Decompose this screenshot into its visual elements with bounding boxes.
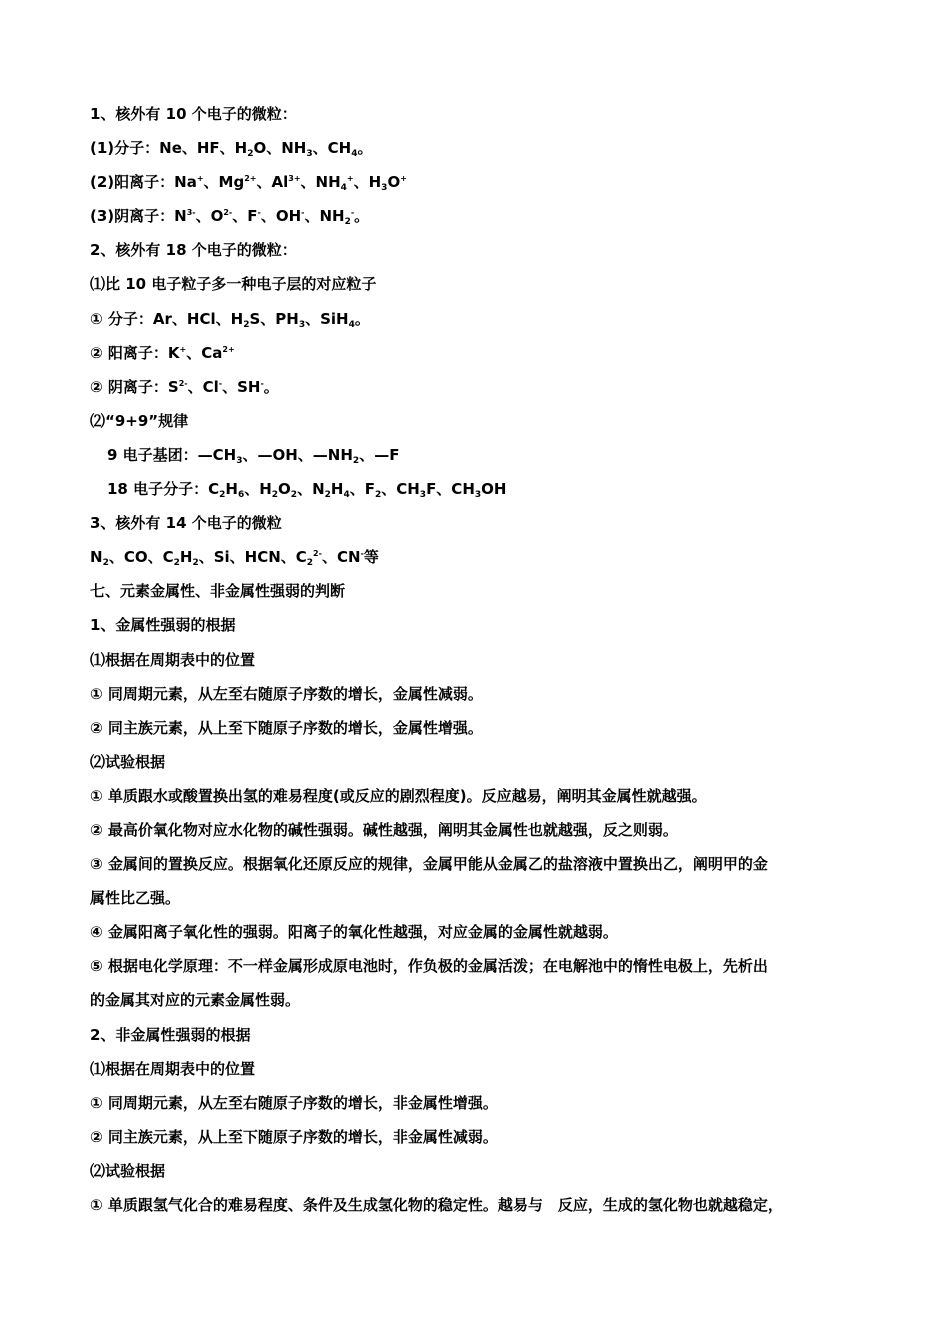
- text-line: [90, 1120, 880, 1154]
- text-line: [90, 847, 880, 881]
- text-line: [90, 199, 880, 233]
- text-segment: ① 同周期元素，从左至右随原子序数的增长，金属性减弱。: [90, 684, 483, 703]
- text-line: [90, 233, 880, 267]
- text-segment: ① 单质跟水或酸置换出氢的难易程度(或反应的剧烈程度)。反应越易，阐明其金属性就越强。: [90, 786, 707, 805]
- text-segment: 、N: [297, 480, 325, 499]
- text-segment: ① 分子：Ar、HCl、H: [90, 309, 244, 328]
- text-line: [90, 1188, 880, 1222]
- text-segment: 2、核外有 18 个电子的微粒：: [90, 241, 297, 260]
- text-line: [90, 267, 880, 301]
- text-segment: 18 电子分子：C: [107, 480, 220, 499]
- text-segment: 、CH: [312, 139, 352, 158]
- text-segment: 2、非金属性强弱的根据: [90, 1025, 251, 1044]
- text-segment: 。: [354, 207, 370, 226]
- text-segment: ③ 金属间的置换反应。根据氧化还原反应的规律，金属甲能从金属乙的盐溶液中置换出乙，阐明甲的金: [90, 855, 768, 874]
- text-segment: 的金属其对应的元素金属性弱。: [90, 991, 301, 1010]
- text-line: [90, 302, 880, 336]
- text-segment: 、H: [353, 173, 382, 192]
- subscript-text: 2: [219, 490, 226, 501]
- superscript-text: -: [360, 549, 364, 559]
- text-line: [90, 745, 880, 779]
- text-segment: 9 电子基团：—CH: [107, 445, 237, 464]
- text-line: [90, 404, 880, 438]
- text-segment: ② 最高价氧化物对应水化物的碱性强弱。碱性越强，阐明其金属性也就越强，反之则弱。: [90, 820, 678, 839]
- subscript-text: 4: [348, 319, 355, 330]
- subscript-text: 2: [374, 490, 382, 501]
- text-segment: ⑵试验根据: [90, 752, 166, 771]
- text-line: [90, 336, 880, 370]
- subscript-text: 4: [351, 149, 358, 160]
- text-segment: 七、元素金属性、非金属性强弱的判断: [90, 582, 346, 601]
- text-line: [90, 1052, 880, 1086]
- text-segment: 。: [263, 377, 279, 396]
- superscript-text: -: [301, 208, 305, 218]
- text-segment: 、CN: [321, 548, 361, 567]
- text-segment: 、O: [195, 207, 224, 226]
- text-segment: 、H: [244, 480, 272, 499]
- text-line: [90, 711, 880, 745]
- subscript-text: 3: [236, 455, 243, 466]
- superscript-text: 2-: [313, 549, 322, 559]
- text-segment: ⑴根据在周期表中的位置: [90, 1059, 256, 1078]
- text-line: [90, 983, 880, 1017]
- text-segment: 、F: [232, 207, 258, 226]
- subscript-text: 2: [247, 149, 254, 160]
- text-segment: 、NH: [304, 207, 345, 226]
- superscript-text: 3+: [288, 174, 301, 184]
- text-segment: 1、核外有 10 个电子的微粒：: [90, 105, 297, 123]
- text-segment: 、Cl: [187, 377, 219, 396]
- text-line: [90, 506, 880, 540]
- text-line: [90, 472, 880, 506]
- text-segment: F、CH: [426, 480, 475, 499]
- text-segment: ② 阳离子：K: [90, 343, 180, 362]
- superscript-text: 2-: [178, 378, 188, 388]
- text-segment: 、CO、C: [108, 548, 174, 567]
- subscript-text: 2: [306, 558, 314, 569]
- superscript-text: 2+: [222, 344, 235, 354]
- text-segment: 、Ca: [186, 343, 223, 362]
- text-line: [90, 1086, 880, 1120]
- superscript-text: +: [346, 174, 354, 184]
- text-segment: 1、金属性强弱的根据: [90, 616, 236, 635]
- superscript-text: +: [179, 344, 187, 354]
- text-line: [90, 643, 880, 677]
- subscript-text: 3: [298, 319, 306, 330]
- text-segment: S、PH: [249, 309, 299, 328]
- text-segment: OH: [481, 480, 507, 499]
- text-segment: 等: [363, 548, 379, 567]
- text-segment: H: [330, 480, 344, 499]
- text-line: [90, 779, 880, 813]
- subscript-text: 2: [243, 319, 250, 330]
- text-segment: (1)分子：Ne、HF、H: [90, 139, 248, 158]
- text-line: [90, 540, 880, 574]
- superscript-text: -: [257, 208, 261, 218]
- superscript-text: 2+: [244, 174, 257, 184]
- subscript-text: 2: [352, 455, 360, 466]
- text-segment: ⑵试验根据: [90, 1161, 166, 1180]
- text-segment: 、CH: [381, 480, 420, 499]
- superscript-text: +: [400, 174, 407, 184]
- text-segment: ⑴比 10 电子粒子多一种电子层的对应粒子: [90, 275, 377, 294]
- text-line: [90, 949, 880, 983]
- subscript-text: 2: [290, 490, 298, 501]
- text-segment: H: [179, 548, 193, 567]
- text-line: [90, 165, 880, 199]
- text-segment: (2)阳离子：Na: [90, 173, 197, 192]
- subscript-text: 6: [237, 490, 245, 501]
- text-segment: 。: [357, 139, 373, 158]
- text-segment: 、—OH、—NH: [242, 445, 353, 464]
- text-segment: ① 同周期元素，从左至右随原子序数的增长，非金属性增强。: [90, 1093, 498, 1112]
- text-segment: O: [387, 173, 401, 192]
- text-segment: ② 阴离子：S: [90, 377, 179, 396]
- text-segment: 、OH: [260, 207, 302, 226]
- text-segment: 、—F: [359, 445, 400, 464]
- superscript-text: -: [218, 378, 223, 388]
- text-line: [90, 915, 880, 949]
- text-line: [90, 1018, 880, 1052]
- text-segment: ⑤ 根据电化学原理：不一样金属形成原电池时，作负极的金属活泼；在电解池中的惰性电极上，先析出: [90, 957, 768, 976]
- subscript-text: 3: [474, 490, 482, 501]
- text-segment: ⑴根据在周期表中的位置: [90, 650, 256, 669]
- text-segment: 、Mg: [203, 173, 245, 192]
- subscript-text: 2: [102, 558, 109, 569]
- superscript-text: 2-: [223, 208, 233, 218]
- text-line: [90, 370, 880, 404]
- text-line: [90, 438, 880, 472]
- text-segment: 、Al: [256, 173, 289, 192]
- subscript-text: 2: [271, 490, 279, 501]
- text-segment: 。: [354, 309, 370, 328]
- superscript-text: -: [260, 378, 264, 388]
- subscript-text: 4: [340, 183, 347, 194]
- superscript-text: -: [350, 208, 355, 218]
- text-segment: 、F: [349, 480, 375, 499]
- text-segment: O、NH: [253, 139, 307, 158]
- text-line: [90, 1154, 880, 1188]
- text-line: [90, 881, 880, 915]
- text-line: [90, 97, 880, 131]
- text-segment: 、Si、HCN、C: [198, 548, 307, 567]
- subscript-text: 2: [344, 217, 351, 228]
- text-segment: 、SiH: [305, 309, 349, 328]
- text-segment: (3)阴离子：N: [90, 207, 187, 226]
- document-page: [90, 97, 880, 1222]
- text-line: [90, 608, 880, 642]
- text-segment: ① 单质跟氢气化合的难易程度、条件及生成氢化物的稳定性。越易与 反应，生成的氢化物也就越稳定，: [90, 1196, 783, 1214]
- subscript-text: 4: [343, 490, 350, 501]
- text-segment: 、NH: [300, 173, 341, 192]
- subscript-text: 3: [419, 490, 427, 501]
- text-segment: N: [90, 548, 103, 567]
- text-segment: O: [278, 480, 291, 499]
- text-segment: ⑵“9+9”规律: [90, 411, 189, 430]
- text-line: [90, 574, 880, 608]
- text-line: [90, 677, 880, 711]
- superscript-text: +: [196, 174, 204, 184]
- text-line: [90, 131, 880, 165]
- text-line: [90, 813, 880, 847]
- text-segment: 、SH: [222, 377, 261, 396]
- subscript-text: 2: [192, 558, 199, 569]
- text-segment: ② 同主族元素，从上至下随原子序数的增长，非金属性减弱。: [90, 1127, 498, 1146]
- superscript-text: 3-: [186, 208, 196, 218]
- subscript-text: 2: [173, 558, 180, 569]
- subscript-text: 3: [381, 183, 388, 194]
- subscript-text: 3: [306, 149, 313, 160]
- text-segment: 3、核外有 14 个电子的微粒: [90, 514, 282, 533]
- text-segment: 属性比乙强。: [90, 889, 181, 908]
- text-segment: H: [225, 480, 238, 499]
- text-segment: ④ 金属阳离子氧化性的强弱。阳离子的氧化性越强，对应金属的金属性就越弱。: [90, 923, 618, 942]
- text-segment: ② 同主族元素，从上至下随原子序数的增长，金属性增强。: [90, 718, 483, 737]
- subscript-text: 2: [324, 490, 331, 501]
